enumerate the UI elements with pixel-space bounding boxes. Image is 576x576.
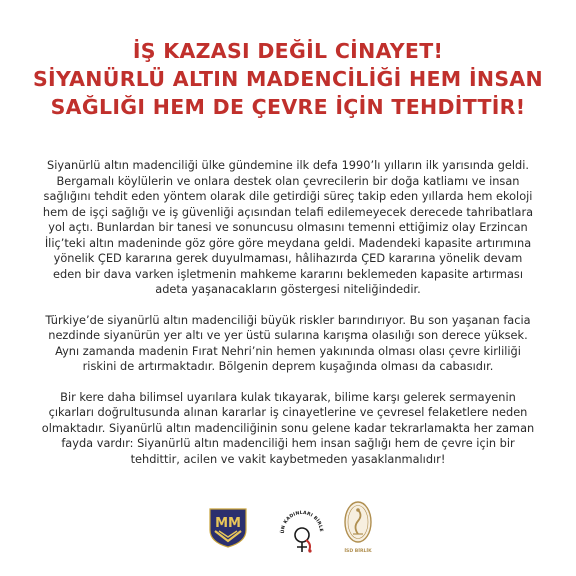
kadin-logo-text: ÜN KADINLARI BİRLE	[280, 510, 324, 534]
p1-line: hem de işçi sağlığı ve iş güvenliği açısından telafi edilemeyecek derecede tahribatlara	[42, 204, 534, 219]
p2-line: Türkiye’de siyanürlü altın madenciliği büyük riskler barındırıyor. Bu son yaşanan facia	[45, 312, 531, 327]
p1-line: sağlığını tehdit eden yöntem olarak dile getirdiği süreç takip eden yıllarda hem ekoloji	[43, 189, 533, 203]
headline-line-1: İŞ KAZASI DEĞİL CİNAYET!	[132, 39, 444, 63]
mm-shield-logo-icon	[209, 508, 247, 548]
p3-line: tehdittir, acilen ve vakit kaybetmeden yasaklanmalıdır!	[130, 451, 446, 466]
paragraph-3	[24, 390, 552, 468]
statement-body	[24, 158, 552, 482]
p1-line: Bergamalı köylülerin ve onlara destek olan çevrecilerin bir doğa katliamı ve insan	[56, 173, 520, 188]
p1-line: eden bir dava varken işletmenin mahkeme kararını beklemeden kapasite artırması	[53, 266, 523, 281]
p3-line: olmaktadır. Siyanürlü altın madenciliğinin sonu gelene kadar tekrarlamakta her zaman	[41, 420, 535, 435]
logo-row	[0, 500, 576, 560]
women-organization-logo-icon	[276, 502, 328, 558]
p2-line: Aynı zamanda madenin Fırat Nehri’nin hemen yakınında olması olası çevre kirliliği	[55, 343, 521, 358]
p1-line: Siyanürlü altın madenciliği ülke gündemine ilk defa 1990’lı yılların ilk yarısında geldi.	[47, 158, 529, 172]
p1-line: adeta yaşanacakların göstergesi niteliğindedir.	[155, 282, 421, 296]
p3-line: fayda vardır: Siyanürlü altın madenciliği hem insan sağlığı hem de çevre için bir	[61, 436, 515, 450]
p2-line: riskini de artırmaktadır. Bölgenin deprem kuşağında olması da cabasıdır.	[82, 359, 494, 373]
p3-line: çıkarları doğrultusunda alınan kararlar iş cinayetlerine ve çevresel felaketlere neden	[48, 405, 528, 419]
paragraph-1	[24, 158, 552, 298]
mm-logo-text: MM	[215, 516, 241, 531]
p1-line: yönelik ÇED kararına gerek duyulmaması, hâlihazırda ÇED kararına yönelik devam	[53, 251, 523, 265]
paragraph-2	[24, 313, 552, 375]
isd-birlik-logo-icon	[343, 500, 373, 560]
p1-line: İliç’teki altın madeninde göz göre göre meydana geldi. Madendeki kapasite artırımına	[44, 235, 532, 250]
isd-logo-caption: İSD BİRLİK	[344, 549, 372, 554]
p1-line: yol açtı. Bunlardan bir tanesi ve sonuncusu olmasını temenni ettiğimiz olay Erzincan	[48, 220, 528, 234]
headline	[0, 37, 576, 121]
p2-line: nezdinde siyanürün yer altı ve yer üstü sularına karışma olasılığı son derece yüksek.	[48, 328, 528, 342]
headline-line-3: SAĞLIĞI HEM DE ÇEVRE İÇİN TEHDİTTİR!	[50, 95, 526, 119]
headline-line-2: SİYANÜRLÜ ALTIN MADENCİLİĞİ HEM İNSAN	[32, 67, 544, 91]
p3-line: Bir kere daha bilimsel uyarılara kulak tıkayarak, bilime karşı gelerek sermayenin	[60, 389, 516, 404]
